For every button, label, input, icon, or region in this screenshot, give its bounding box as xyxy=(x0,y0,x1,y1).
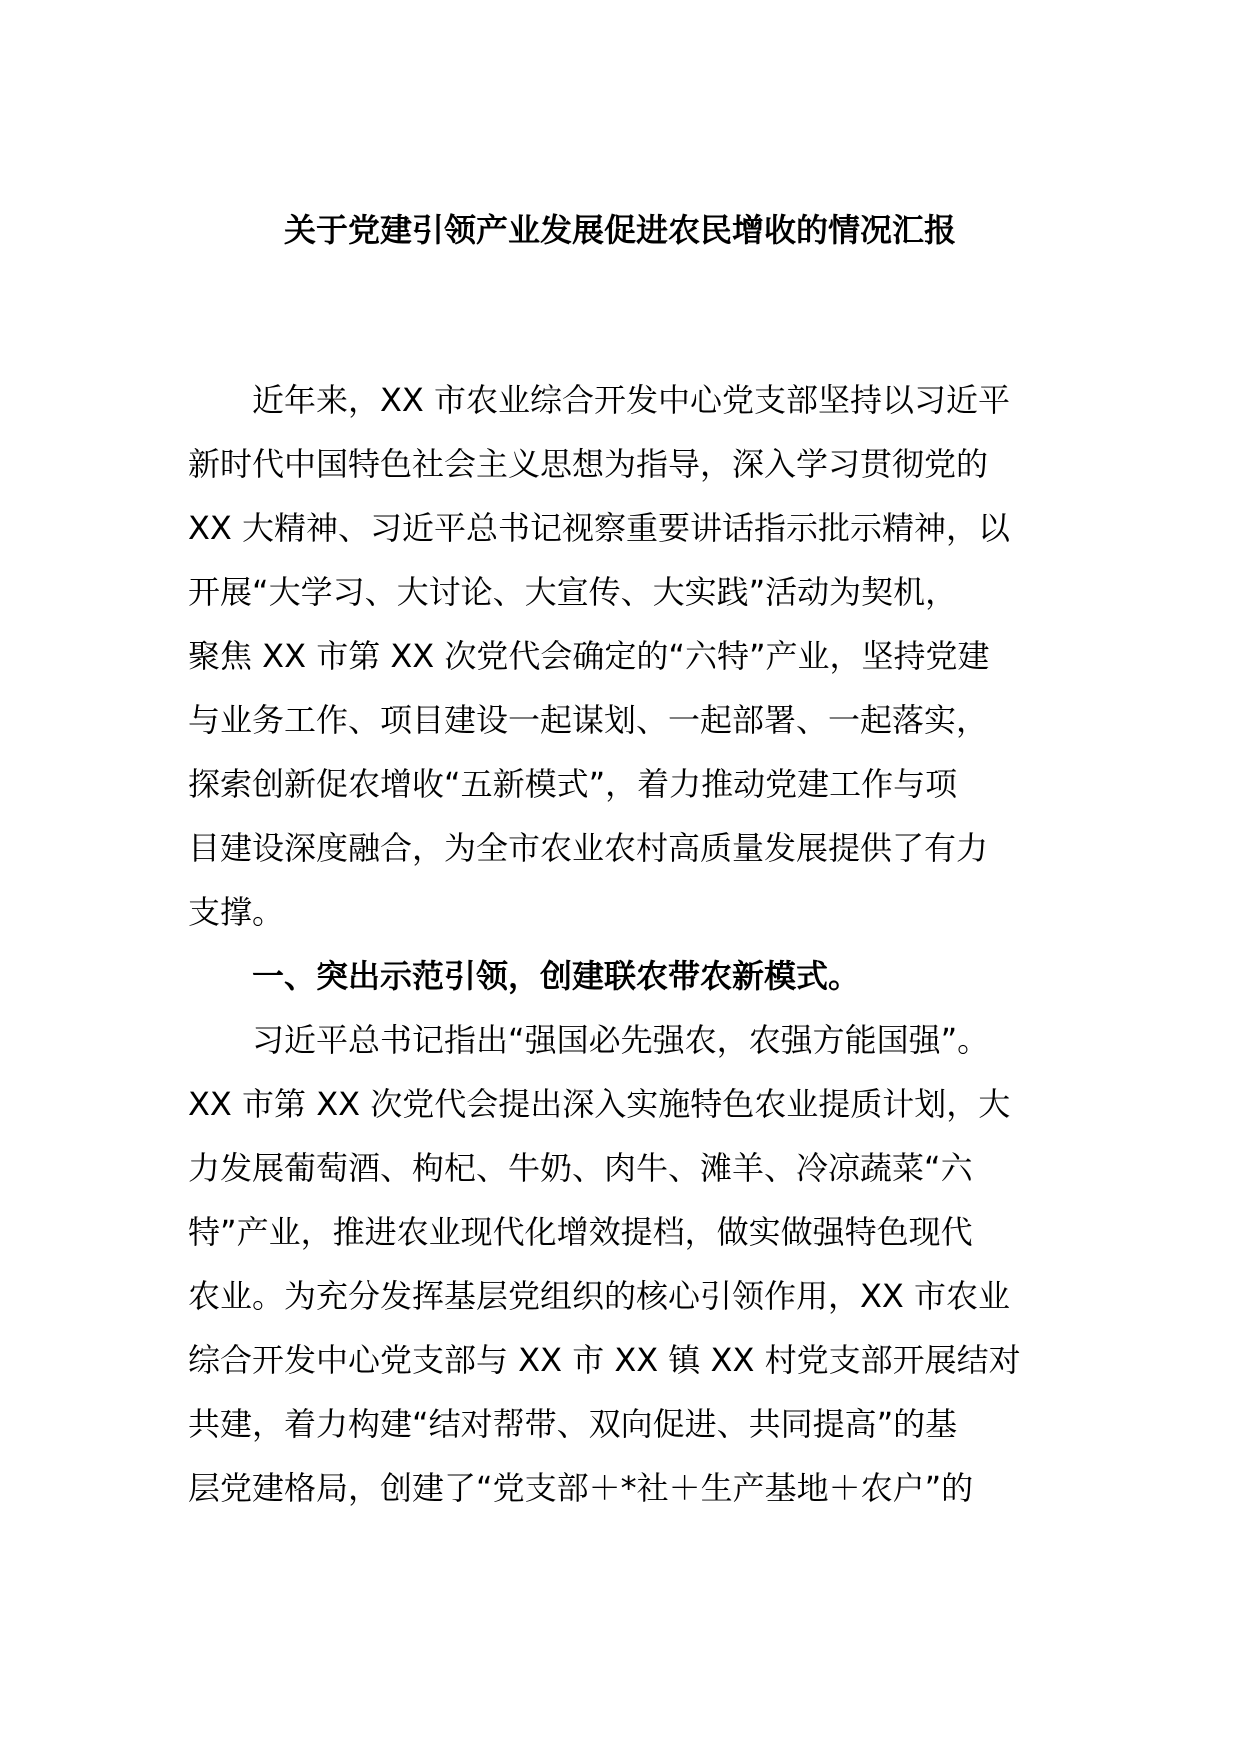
section-1-paragraph xyxy=(188,1008,1054,1520)
text-line: 探索创新促农增收“五新模式”，着力推动党建工作与项 xyxy=(188,765,958,803)
intro-paragraph xyxy=(188,368,1054,944)
text-line: 与业务工作、项目建设一起谋划、一起部署、一起落实， xyxy=(188,701,989,739)
text-line: 开展“大学习、大讨论、大宣传、大实践”活动为契机， xyxy=(188,573,958,611)
text-line: XX 市第 XX 次党代会提出深入实施特色农业提质计划，大 xyxy=(188,1085,1011,1123)
heading-line: 一、突出示范引领，创建联农带农新模式。 xyxy=(252,957,861,995)
section-heading-1 xyxy=(188,944,1054,1008)
text-line: 聚焦 XX 市第 XX 次党代会确定的“六特”产业，坚持党建 xyxy=(188,637,990,675)
text-line: 层党建格局，创建了“党支部＋*社＋生产基地＋农户”的 xyxy=(188,1469,974,1507)
text-line: 新时代中国特色社会主义思想为指导，深入学习贯彻党的 xyxy=(188,445,989,483)
text-line: 近年来，XX 市农业综合开发中心党支部坚持以习近平 xyxy=(252,381,1011,419)
text-line: 综合开发中心党支部与 XX 市 XX 镇 XX 村党支部开展结对 xyxy=(188,1341,1021,1379)
text-line: 共建，着力构建“结对帮带、双向促进、共同提高”的基 xyxy=(188,1405,958,1443)
text-line: 力发展葡萄酒、枸杞、牛奶、肉牛、滩羊、冷凉蔬菜“六 xyxy=(188,1149,973,1187)
text-line: 习近平总书记指出“强国必先强农，农强方能国强”。 xyxy=(252,1021,990,1059)
text-line: 农业。为充分发挥基层党组织的核心引领作用，XX 市农业 xyxy=(188,1277,1011,1315)
text-line: 支撑。 xyxy=(188,893,285,931)
text-line: XX 大精神、习近平总书记视察重要讲话指示批示精神，以 xyxy=(188,509,1011,547)
document-title: 关于党建引领产业发展促进农民增收的情况汇报 xyxy=(283,211,956,249)
text-line: 目建设深度融合，为全市农业农村高质量发展提供了有力 xyxy=(188,829,989,867)
document-body xyxy=(188,368,1054,1520)
text-line: 特”产业，推进农业现代化增效提档，做实做强特色现代 xyxy=(188,1213,973,1251)
